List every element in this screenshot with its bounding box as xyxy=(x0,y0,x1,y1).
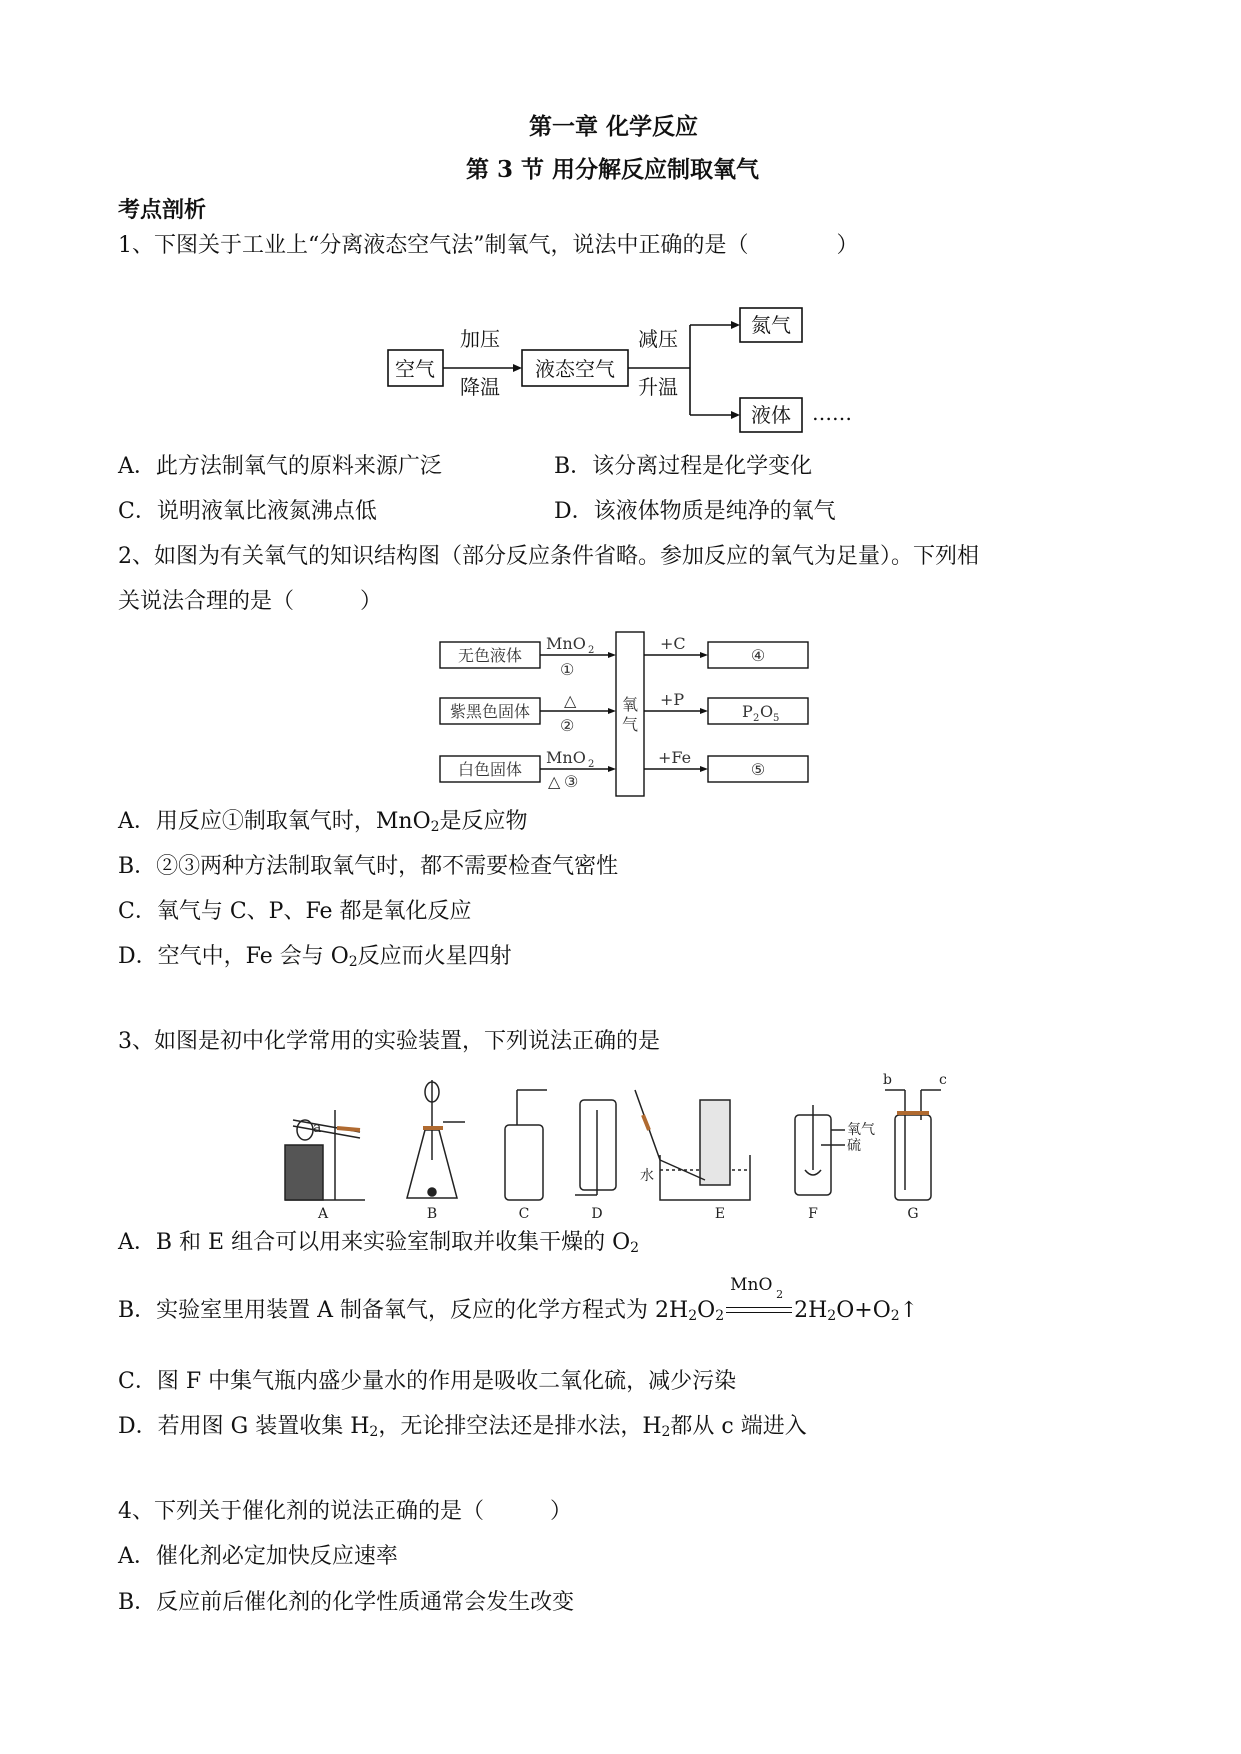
q3-option-b: B．实验室里用装置 A 制备氧气，反应的化学方程式为 $2H_2O_2$ MnO 2 $2H_2O+O_2↑$ xyxy=(118,1275,919,1324)
ellipsis-label: …… xyxy=(812,401,852,425)
q3-option-a: A．B 和 E 组合可以用来实验室制取并收集干燥的 $O_2$ xyxy=(118,1230,640,1256)
arrow2-bottom-label: 升温 xyxy=(638,375,678,399)
q2-option-a: A．用反应①制取氧气时，MnO$_2$是反应物 xyxy=(118,809,528,835)
label-c-small: c xyxy=(939,1072,947,1088)
label-f: F xyxy=(808,1206,818,1220)
q1-option-c: C．说明液氧比液氮沸点低 xyxy=(118,499,377,524)
box-liquid-air-label: 液态空气 xyxy=(535,357,615,381)
apparatus-c xyxy=(505,1090,547,1200)
q2-option-b: B．②③两种方法制取氧气时，都不需要检查气密性 xyxy=(118,854,619,879)
label-g: G xyxy=(907,1206,919,1220)
label-e: E xyxy=(714,1206,726,1220)
q4-option-a: A．催化剂必定加快反应速率 xyxy=(118,1544,398,1569)
heat3-label: △ xyxy=(548,772,561,791)
q1-option-a: A．此方法制氧气的原料来源广泛 xyxy=(118,454,442,479)
q4-stem: 4、下列关于催化剂的说法正确的是（ ） xyxy=(118,1499,572,1524)
apparatus-d xyxy=(575,1100,616,1195)
section-title: 第 3 节 用分解反应制取氧气 xyxy=(466,156,760,183)
arrow1-bottom-label: 降温 xyxy=(460,375,500,399)
subsection-heading: 考点剖析 xyxy=(118,197,207,223)
r1-label: +C xyxy=(660,634,686,653)
box-air-label: 空气 xyxy=(395,357,435,381)
cat3-label: MnO xyxy=(546,748,586,767)
out1-label: ④ xyxy=(750,646,766,665)
q2-stem-line1: 2、如图为有关氧气的知识结构图（部分反应条件省略。参加反应的氧气为足量）。下列相 xyxy=(118,544,980,569)
label-water: 水 xyxy=(640,1168,654,1184)
label-sulfur: 硫 xyxy=(847,1138,861,1154)
apparatus-b xyxy=(407,1080,465,1198)
q2-stem-line2: 关说法合理的是（ ） xyxy=(118,589,383,614)
num3-label: ③ xyxy=(564,772,579,791)
r3-label: +Fe xyxy=(658,748,692,767)
out2-o: O xyxy=(760,702,774,721)
apparatus-g xyxy=(885,1090,941,1200)
out2-p: P xyxy=(742,702,753,721)
label-b: B xyxy=(426,1206,438,1220)
out2-sub2: 5 xyxy=(773,713,780,724)
left3-label: 白色固体 xyxy=(457,760,523,779)
q4-option-b: B．反应前后催化剂的化学性质通常会发生改变 xyxy=(118,1590,575,1615)
box-nitrogen-label: 氮气 xyxy=(751,313,791,337)
apparatus-a xyxy=(285,1110,365,1200)
q3-option-d: D．若用图 G 装置收集 $H_2$，无论排空法还是排水法，$H_2$都从 c 端进入 xyxy=(118,1414,807,1440)
label-a: A xyxy=(317,1206,329,1220)
q2-option-d: D．空气中，Fe 会与 $O_2$反应而火星四射 xyxy=(118,944,512,970)
cat3-sub: 2 xyxy=(588,759,595,770)
out3-label: ⑤ xyxy=(750,760,766,779)
heat2-label: △ xyxy=(564,691,577,710)
left2-label: 紫黑色固体 xyxy=(449,702,531,721)
label-b-small: b xyxy=(883,1072,892,1088)
cat1-label: MnO xyxy=(546,634,586,653)
num2-label: ② xyxy=(560,716,575,735)
q3-apparatus-diagram xyxy=(275,1070,965,1220)
out2-sub1: 2 xyxy=(753,713,760,724)
cat1-sub: 2 xyxy=(588,645,595,656)
q1-option-d: D．该液体物质是纯净的氧气 xyxy=(554,499,836,524)
q3-option-c: C．图 F 中集气瓶内盛少量水的作用是吸收二氧化硫，减少污染 xyxy=(118,1369,737,1394)
arrow1-top-label: 加压 xyxy=(460,327,500,351)
box-liquid-label: 液体 xyxy=(751,403,791,427)
q2-knowledge-diagram xyxy=(430,628,820,800)
label-a-small: a xyxy=(313,1120,322,1136)
label-oxygen: 氧气 xyxy=(847,1122,875,1138)
q1-stem: 1、下图关于工业上“分离液态空气法”制氧气，说法中正确的是（ ） xyxy=(118,233,859,258)
r2-label: +P xyxy=(660,690,685,709)
q2-option-c: C．氧气与 C、P、Fe 都是氧化反应 xyxy=(118,899,472,924)
label-d: D xyxy=(591,1206,603,1220)
center-char1: 氧 xyxy=(621,695,639,714)
q1-flow-diagram xyxy=(380,290,860,435)
label-c: C xyxy=(518,1206,530,1220)
catalyst-equals-sign: MnO 2 xyxy=(724,1296,794,1326)
arrow2-top-label: 减压 xyxy=(638,327,678,351)
left1-label: 无色液体 xyxy=(457,646,523,665)
num1-label: ① xyxy=(560,660,575,679)
q3-stem: 3、如图是初中化学常用的实验装置，下列说法正确的是 xyxy=(118,1029,660,1054)
center-char2: 气 xyxy=(621,715,639,734)
apparatus-f xyxy=(795,1105,845,1195)
q1-option-b: B．该分离过程是化学变化 xyxy=(554,454,813,479)
chapter-title: 第一章 化学反应 xyxy=(529,113,699,140)
